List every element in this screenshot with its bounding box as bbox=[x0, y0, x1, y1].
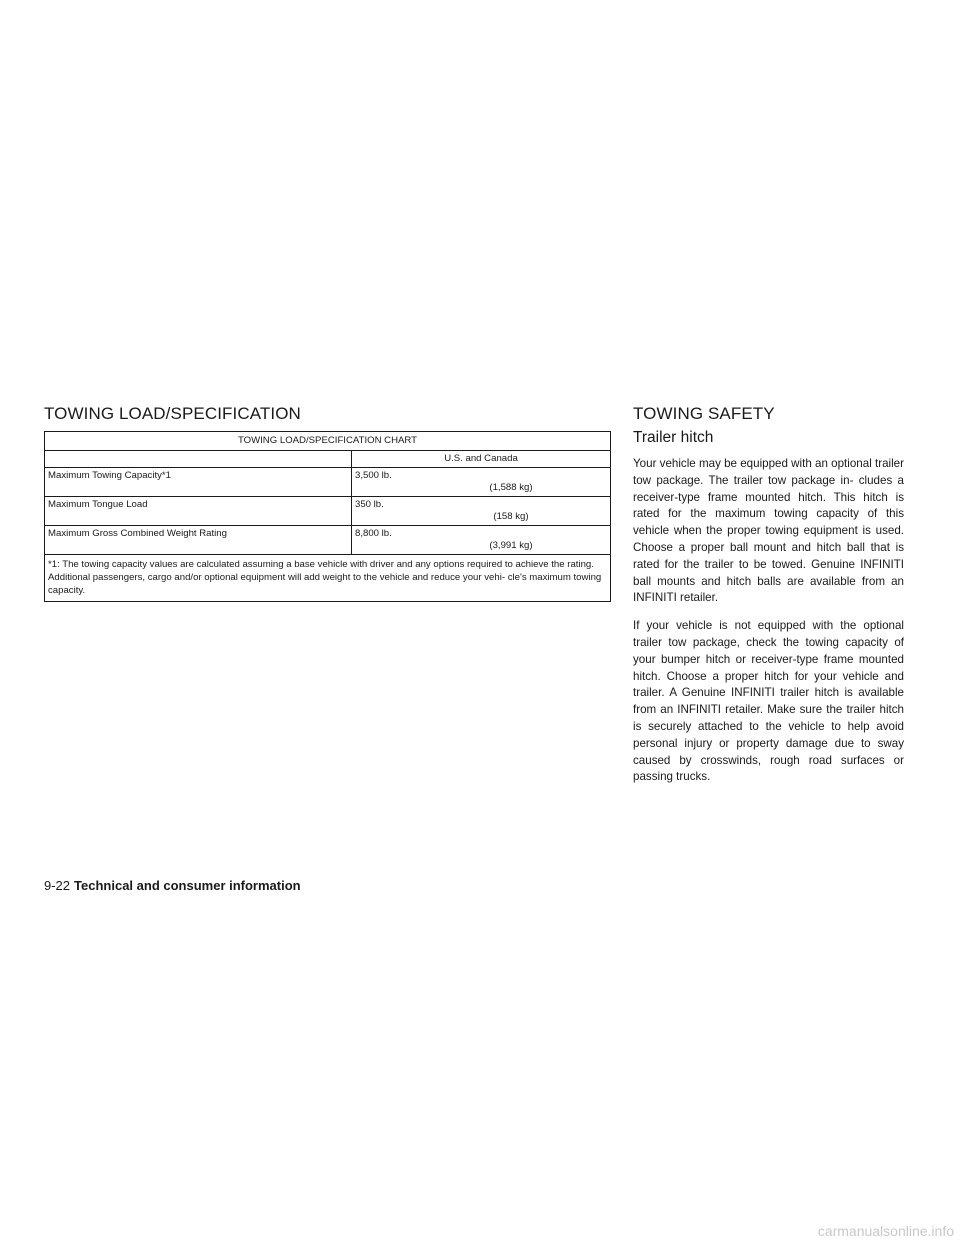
table-footnote: *1: The towing capacity values are calculated assuming a base vehicle with driver and any options required to achieve the rating. Additional passengers, cargo and/or optional equipment will add weight to the vehicle and reduce your vehi- cle's maximum towing capacity. bbox=[45, 555, 611, 602]
value-kg: (3,991 kg) bbox=[489, 540, 533, 551]
towing-load-heading: TOWING LOAD/SPECIFICATION bbox=[44, 404, 301, 423]
row-value bbox=[352, 497, 611, 526]
page-footer bbox=[44, 877, 301, 895]
table-title: TOWING LOAD/SPECIFICATION CHART bbox=[45, 432, 611, 451]
footer-section-title: Technical and consumer information bbox=[74, 878, 301, 893]
table-row bbox=[45, 468, 611, 497]
right-column bbox=[633, 404, 904, 797]
watermark: carmanualsonline.info bbox=[817, 1223, 954, 1239]
towing-spec-table bbox=[44, 431, 611, 602]
value-lb: 350 lb. bbox=[355, 499, 384, 510]
row-label: Maximum Tongue Load bbox=[45, 497, 352, 526]
row-value bbox=[352, 526, 611, 555]
table-row bbox=[45, 497, 611, 526]
table-header-empty bbox=[45, 451, 352, 468]
table-column-header: U.S. and Canada bbox=[352, 451, 611, 468]
table-row bbox=[45, 526, 611, 555]
value-lb: 8,800 lb. bbox=[355, 528, 392, 539]
value-lb: 3,500 lb. bbox=[355, 470, 392, 481]
page-number: 9-22 bbox=[44, 878, 71, 893]
row-value bbox=[352, 468, 611, 497]
row-label: Maximum Towing Capacity*1 bbox=[45, 468, 352, 497]
row-label: Maximum Gross Combined Weight Rating bbox=[45, 526, 352, 555]
value-kg: (158 kg) bbox=[493, 511, 529, 522]
paragraph: If your vehicle is not equipped with the optional trailer tow package, check the towing capacity of your bumper hitch or receiver-type frame mounted hitch. Choose a proper hitch for your vehicle and trailer. A Genuine INFINITI trailer hitch is available from an INFINITI retailer. Make sure the trailer hitch is securely attached to the vehicle to help avoid personal injury or property damage due to sway caused by crosswinds, rough road surfaces or passing trucks. bbox=[633, 619, 904, 784]
trailer-hitch-subheading: Trailer hitch bbox=[633, 429, 714, 446]
paragraph: Your vehicle may be equipped with an optional trailer tow package. The trailer tow package in- cludes a receiver-type frame mounted hitch. This hitch is rated for the maximum towing capacity of this vehicle when the proper towing equipment is used. Choose a proper ball mount and hitch ball that is rated for the trailer to be towed. Genuine INFINITI ball mounts and hitch balls are available from an INFINITI retailer. bbox=[633, 457, 904, 605]
value-kg: (1,588 kg) bbox=[489, 482, 533, 493]
towing-safety-heading: TOWING SAFETY bbox=[633, 404, 775, 423]
left-column bbox=[44, 404, 611, 602]
